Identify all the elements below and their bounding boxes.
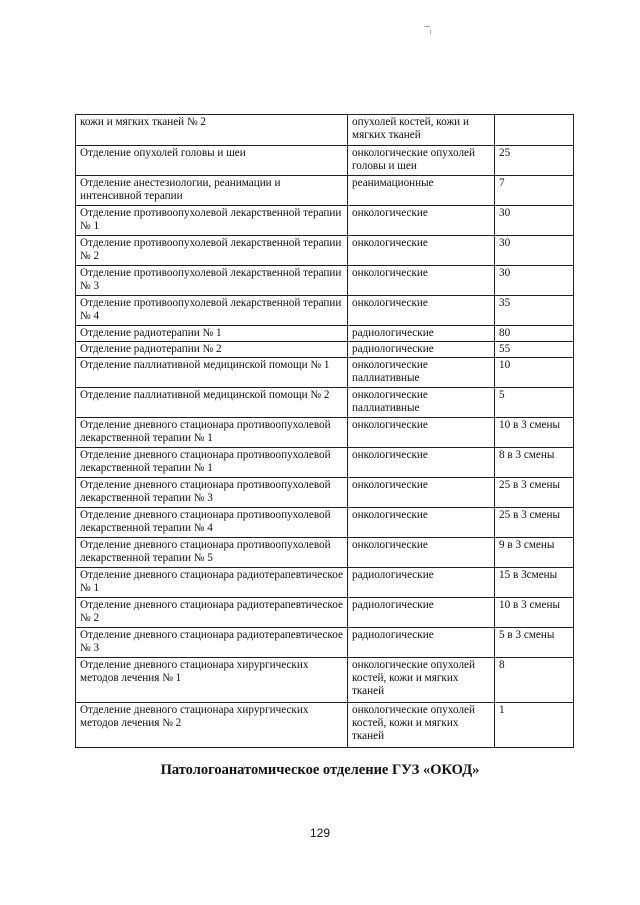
- department-cell: Отделение радиотерапии № 2: [76, 342, 348, 358]
- beds-cell: 15 в 3смены: [495, 568, 574, 598]
- department-cell: Отделение дневного стационара противоопухолевой лекарственной терапии № 4: [76, 508, 348, 538]
- beds-cell: 25: [495, 146, 574, 176]
- beds-cell: 80: [495, 326, 574, 342]
- profile-cell: опухолей костей, кожи и мягких тканей: [348, 115, 495, 146]
- profile-cell: онкологические паллиативные: [348, 358, 495, 388]
- profile-cell: радиологические: [348, 326, 495, 342]
- profile-cell: радиологические: [348, 342, 495, 358]
- beds-cell: 7: [495, 176, 574, 206]
- profile-cell: онкологические опухолей костей, кожи и мягких тканей: [348, 658, 495, 703]
- table-row: [76, 342, 574, 358]
- profile-cell: радиологические: [348, 628, 495, 658]
- department-cell: Отделение радиотерапии № 1: [76, 326, 348, 342]
- profile-cell: онкологические: [348, 478, 495, 508]
- profile-cell: радиологические: [348, 568, 495, 598]
- profile-cell: реанимационные: [348, 176, 495, 206]
- beds-cell: 25 в 3 смены: [495, 508, 574, 538]
- table-row: [76, 628, 574, 658]
- beds-cell: 25 в 3 смены: [495, 478, 574, 508]
- table-row: [76, 598, 574, 628]
- department-cell: Отделение дневного стационара радиотерапевтическое № 1: [76, 568, 348, 598]
- profile-cell: онкологические: [348, 266, 495, 296]
- profile-cell: онкологические: [348, 236, 495, 266]
- scan-speck: [430, 30, 431, 34]
- beds-cell: 5: [495, 388, 574, 418]
- table-row: [76, 236, 574, 266]
- beds-cell: 8: [495, 658, 574, 703]
- profile-cell: онкологические: [348, 448, 495, 478]
- table-row: [76, 388, 574, 418]
- table-row: [76, 658, 574, 703]
- department-cell: Отделение дневного стационара противоопухолевой лекарственной терапии № 5: [76, 538, 348, 568]
- table-row: [76, 326, 574, 342]
- profile-cell: онкологические: [348, 296, 495, 326]
- department-cell: Отделение противоопухолевой лекарственной терапии № 4: [76, 296, 348, 326]
- table-row: [76, 703, 574, 748]
- beds-cell: 55: [495, 342, 574, 358]
- department-cell: Отделение дневного стационара радиотерапевтическое № 2: [76, 598, 348, 628]
- beds-cell: 9 в 3 смены: [495, 538, 574, 568]
- profile-cell: онкологические: [348, 206, 495, 236]
- profile-cell: онкологические: [348, 418, 495, 448]
- section-heading: Патологоанатомическое отделение ГУЗ «ОКОД»: [160, 762, 480, 778]
- table-row: [76, 115, 574, 146]
- table-row: [76, 568, 574, 598]
- beds-cell: 10: [495, 358, 574, 388]
- table-row: [76, 206, 574, 236]
- department-cell: Отделение опухолей головы и шеи: [76, 146, 348, 176]
- departments-table: [75, 114, 574, 748]
- department-cell: Отделение дневного стационара противоопухолевой лекарственной терапии № 1: [76, 418, 348, 448]
- beds-cell: 30: [495, 266, 574, 296]
- profile-cell: онкологические: [348, 538, 495, 568]
- profile-cell: радиологические: [348, 598, 495, 628]
- department-cell: Отделение противоопухолевой лекарственной терапии № 3: [76, 266, 348, 296]
- beds-cell: 1: [495, 703, 574, 748]
- beds-cell: 5 в 3 смены: [495, 628, 574, 658]
- department-cell: Отделение дневного стационара противоопухолевой лекарственной терапии № 3: [76, 478, 348, 508]
- department-cell: Отделение дневного стационара противоопухолевой лекарственной терапии № 1: [76, 448, 348, 478]
- beds-cell: 10 в 3 смены: [495, 418, 574, 448]
- table-row: [76, 266, 574, 296]
- department-cell: Отделение паллиативной медицинской помощи № 2: [76, 388, 348, 418]
- department-cell: Отделение дневного стационара хирургических методов лечения № 1: [76, 658, 348, 703]
- table-row: [76, 448, 574, 478]
- beds-cell: 10 в 3 смены: [495, 598, 574, 628]
- beds-cell: [495, 115, 574, 146]
- table-row: [76, 146, 574, 176]
- table-row: [76, 418, 574, 448]
- profile-cell: онкологические опухолей костей, кожи и мягких тканей: [348, 703, 495, 748]
- beds-cell: 35: [495, 296, 574, 326]
- beds-cell: 30: [495, 236, 574, 266]
- table-row: [76, 478, 574, 508]
- table-row: [76, 508, 574, 538]
- department-cell: Отделение анестезиологии, реанимации и интенсивной терапии: [76, 176, 348, 206]
- page-number: 129: [309, 826, 331, 840]
- profile-cell: онкологические опухолей головы и шеи: [348, 146, 495, 176]
- department-cell: Отделение противоопухолевой лекарственной терапии № 2: [76, 236, 348, 266]
- department-cell: кожи и мягких тканей № 2: [76, 115, 348, 146]
- department-cell: Отделение дневного стационара хирургических методов лечения № 2: [76, 703, 348, 748]
- departments-table-body: [76, 115, 574, 748]
- scan-speck: [424, 26, 430, 27]
- profile-cell: онкологические: [348, 508, 495, 538]
- department-cell: Отделение дневного стационара радиотерапевтическое № 3: [76, 628, 348, 658]
- beds-cell: 8 в 3 смены: [495, 448, 574, 478]
- department-cell: Отделение паллиативной медицинской помощи № 1: [76, 358, 348, 388]
- profile-cell: онкологические паллиативные: [348, 388, 495, 418]
- table-row: [76, 358, 574, 388]
- table-row: [76, 296, 574, 326]
- table-row: [76, 538, 574, 568]
- table-row: [76, 176, 574, 206]
- department-cell: Отделение противоопухолевой лекарственной терапии № 1: [76, 206, 348, 236]
- beds-cell: 30: [495, 206, 574, 236]
